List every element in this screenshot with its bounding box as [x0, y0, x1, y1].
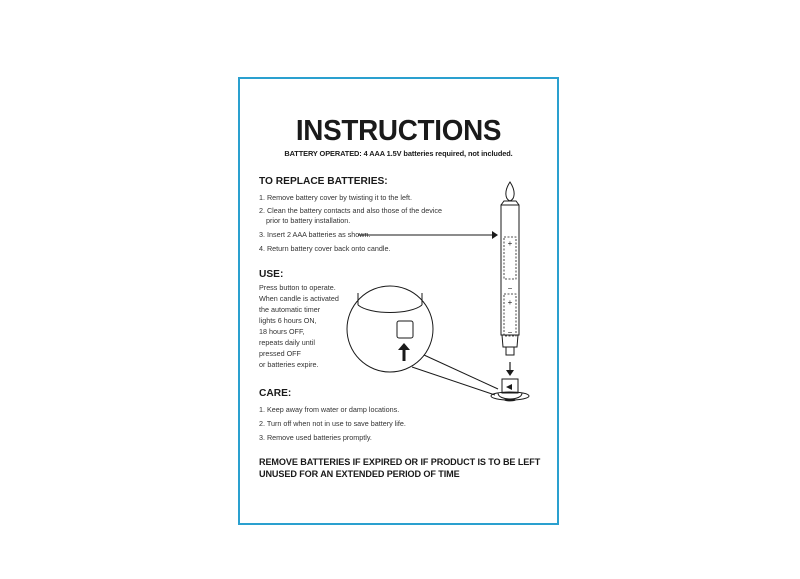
page-title: INSTRUCTIONS — [295, 115, 502, 147]
use-line: or batteries expire. — [259, 360, 319, 369]
candle-stub — [506, 347, 514, 355]
cover-ring — [498, 393, 522, 399]
care-step-1: 1. Keep away from water or damp locations. — [259, 405, 400, 414]
care-step-3: 3. Remove used batteries promptly. — [259, 433, 372, 442]
replace-heading: TO REPLACE BATTERIES: — [259, 176, 388, 187]
plus-symbol-lower: + — [507, 298, 513, 307]
use-line: the automatic timer — [259, 305, 321, 314]
magnifier-circle — [347, 286, 433, 372]
battery-requirement: BATTERY OPERATED: 4 AAA 1.5V batteries required, not included. — [284, 149, 513, 158]
cover-arrow — [506, 384, 512, 390]
replace-step-2: 2. Clean the battery contacts and also those of the device — [259, 206, 442, 215]
flame-icon — [506, 182, 514, 201]
use-heading: USE: — [259, 269, 284, 280]
replace-step-1: 1. Remove battery cover by twisting it to the left. — [259, 193, 413, 202]
minus-symbol-lower: − — [507, 328, 513, 337]
use-line: repeats daily until — [259, 338, 315, 347]
candle-diagram — [240, 79, 561, 527]
arrow-head-right — [492, 231, 498, 239]
instruction-card — [238, 77, 559, 525]
replace-step-2-cont: prior to battery installation. — [266, 216, 351, 225]
magnifier-line — [412, 367, 495, 395]
plus-symbol-upper: + — [507, 239, 513, 248]
zoom-candle-bottom — [358, 305, 422, 313]
warning-line-1: REMOVE BATTERIES IF EXPIRED OR IF PRODUCT IS TO BE LEFT — [259, 457, 541, 467]
use-line: lights 6 hours ON, — [259, 316, 317, 325]
warning-line-2: UNUSED FOR AN EXTENDED PERIOD OF TIME — [259, 469, 460, 479]
use-line: pressed OFF — [259, 349, 301, 358]
minus-symbol-upper: − — [507, 284, 513, 293]
up-arrow-head — [398, 343, 410, 350]
power-button — [397, 321, 413, 338]
use-line: Press button to operate. — [259, 283, 336, 292]
replace-step-3: 3. Insert 2 AAA batteries as shown. — [259, 230, 371, 239]
arrow-head-down — [506, 370, 514, 376]
replace-step-4: 4. Return battery cover back onto candle. — [259, 244, 391, 253]
use-line: When candle is activated — [259, 294, 339, 303]
cover-shadow — [504, 399, 516, 402]
up-arrow-shaft — [403, 349, 406, 361]
care-heading: CARE: — [259, 388, 292, 399]
use-line: 18 hours OFF, — [259, 327, 305, 336]
candle-top — [501, 201, 519, 205]
care-step-2: 2. Turn off when not in use to save battery life. — [259, 419, 406, 428]
